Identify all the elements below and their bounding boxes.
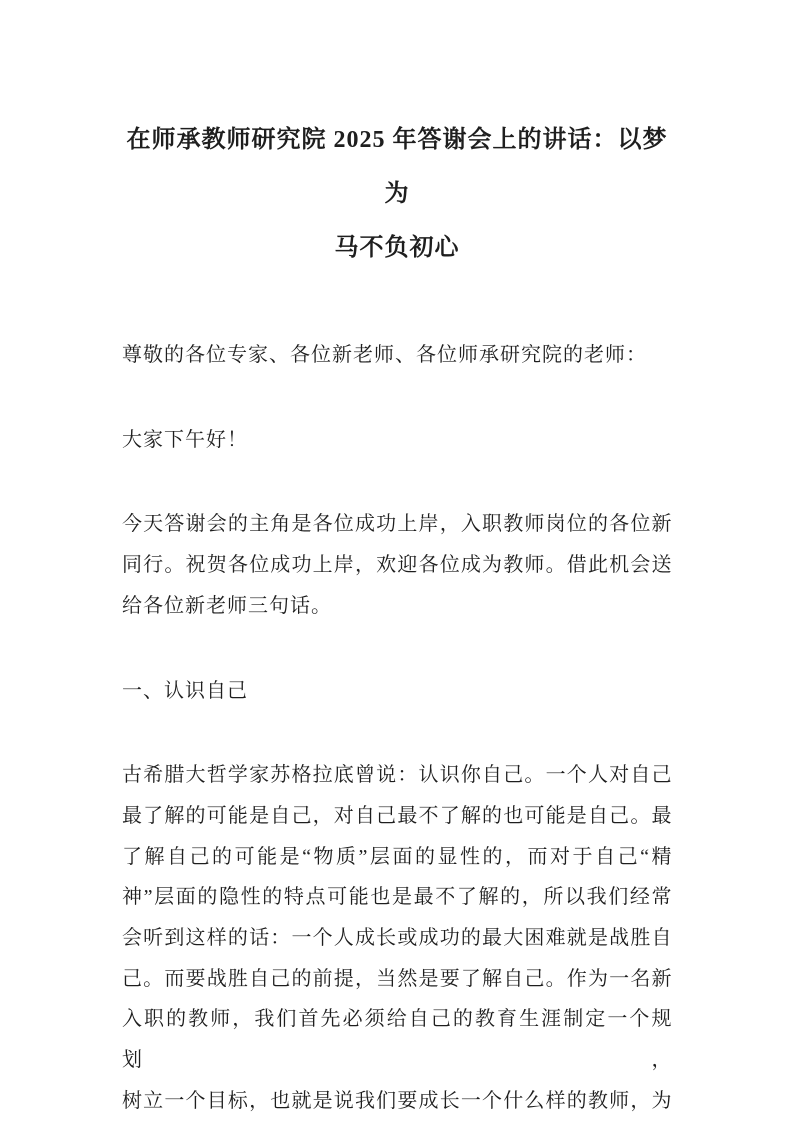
paragraph-intro bbox=[122, 504, 672, 626]
paragraph-body-know-yourself bbox=[122, 755, 672, 1121]
text-line: 了解自己的可能是“物质”层面的显性的，而对于自己“精 bbox=[122, 845, 672, 868]
text-line: 最了解的可能是自己，对自己最不了解的也可能是自己。最 bbox=[122, 804, 672, 827]
section-heading-know-yourself bbox=[122, 671, 672, 712]
text-line: 神”层面的隐性的特点可能也是最不了解的，所以我们经常 bbox=[122, 886, 672, 909]
paragraph-salutation bbox=[122, 335, 672, 376]
text-line: 会听到这样的话：一个人成长或成功的最大困难就是战胜自 bbox=[122, 927, 672, 950]
document-content bbox=[122, 113, 672, 1122]
text-line: 今天答谢会的主角是各位成功上岸，入职教师岗位的各位新 bbox=[122, 513, 672, 536]
text-line: 树立一个目标，也就是说我们要成长一个什么样的教师，为 bbox=[122, 1089, 672, 1112]
text-line: 给各位新老师三句话。 bbox=[122, 594, 332, 617]
text-line: 同行。祝贺各位成功上岸，欢迎各位成为教师。借此机会送 bbox=[122, 554, 672, 577]
text-line: 入职的教师，我们首先必须给自己的教育生涯制定一个规划， bbox=[122, 1008, 672, 1072]
title-line-2: 马不负初心 bbox=[334, 235, 460, 261]
title-line-1: 在师承教师研究院 2025 年答谢会上的讲话：以梦为 bbox=[126, 127, 668, 207]
text-line: 一、认识自己 bbox=[122, 679, 248, 702]
text-line: 己。而要战胜自己的前提，当然是要了解自己。作为一名新 bbox=[122, 967, 672, 990]
text-line: 尊敬的各位专家、各位新老师、各位师承研究院的老师： bbox=[122, 344, 647, 366]
document-title bbox=[122, 113, 672, 275]
paragraph-greeting bbox=[122, 420, 672, 461]
text-line: 古希腊大哲学家苏格拉底曾说：认识你自己。一个人对自己 bbox=[122, 764, 672, 787]
text-line: 大家下午好！ bbox=[122, 428, 248, 451]
